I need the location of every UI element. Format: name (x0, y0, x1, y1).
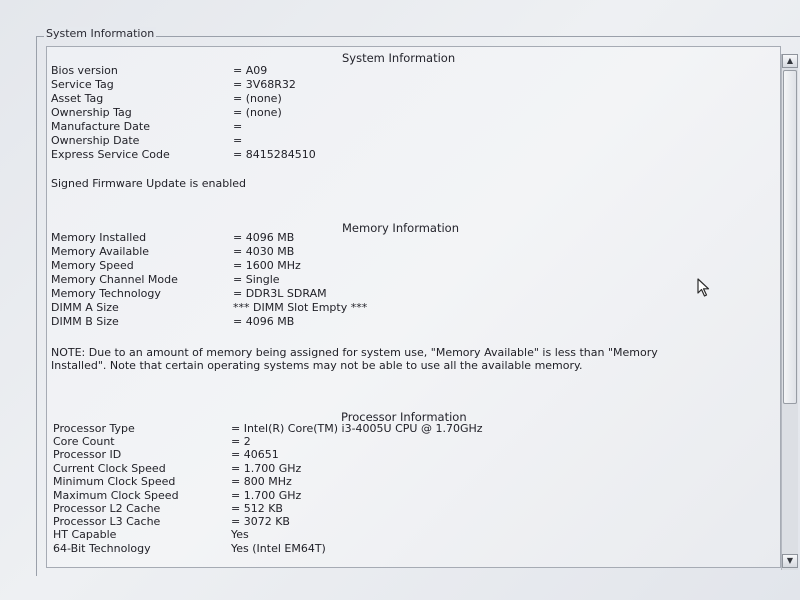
row-label: Memory Available (51, 245, 150, 258)
row-value: = 3V68R32 (233, 78, 296, 91)
row-label: Ownership Date (51, 134, 140, 147)
row-label: Ownership Tag (51, 106, 132, 119)
row-label: Memory Technology (51, 287, 161, 300)
row-label: HT Capable (53, 528, 117, 541)
row-value: = 512 KB (231, 502, 283, 515)
row-label: Maximum Clock Speed (53, 489, 179, 502)
row-label: Core Count (53, 435, 115, 448)
row-value: = A09 (233, 64, 268, 77)
scroll-down-button[interactable] (782, 554, 798, 568)
arrow-up-icon: ▲ (786, 56, 794, 65)
row-label: Processor L2 Cache (53, 502, 161, 515)
row-value: Yes (231, 528, 249, 541)
row-label: DIMM B Size (51, 315, 119, 328)
row-value: = Intel(R) Core(TM) i3-4005U CPU @ 1.70GHz (231, 422, 483, 435)
processor-info-title: Processor Information (341, 410, 467, 424)
row-label: Processor L3 Cache (53, 515, 161, 528)
row-label: Bios version (51, 64, 118, 77)
row-value: = 4096 MB (233, 315, 295, 328)
row-value: = 800 MHz (231, 475, 292, 488)
row-value: = 4096 MB (233, 231, 295, 244)
row-value: = 4030 MB (233, 245, 295, 258)
row-value: = (233, 134, 243, 147)
row-label: Manufacture Date (51, 120, 150, 133)
row-label: 64-Bit Technology (53, 542, 151, 555)
row-label: DIMM A Size (51, 301, 119, 314)
info-panel (46, 46, 781, 568)
row-value: *** DIMM Slot Empty *** (233, 301, 368, 314)
row-value: = DDR3L SDRAM (233, 287, 327, 300)
memory-note: NOTE: Due to an amount of memory being assigned for system use, "Memory Available" is less than "Memory Installed". Note that certain operating systems may not be able to use all the available memory. (51, 346, 658, 372)
scroll-up-button[interactable] (782, 54, 798, 68)
arrow-down-icon: ▼ (786, 556, 794, 565)
row-value: = 1.700 GHz (231, 489, 302, 502)
scroll-thumb[interactable] (783, 70, 797, 404)
system-info-title: System Information (342, 51, 456, 65)
memory-info-title: Memory Information (342, 221, 459, 235)
row-value: = Single (233, 273, 280, 286)
row-value: = 1.700 GHz (231, 462, 302, 475)
vertical-scrollbar[interactable] (781, 54, 798, 570)
row-value: = 8415284510 (233, 148, 316, 161)
row-label: Current Clock Speed (53, 462, 166, 475)
row-label: Asset Tag (51, 92, 104, 105)
row-label: Minimum Clock Speed (53, 475, 176, 488)
row-value: = 2 (231, 435, 251, 448)
row-value: = (none) (233, 92, 282, 105)
row-label: Memory Speed (51, 259, 134, 272)
mouse-cursor-icon (697, 278, 711, 302)
row-label: Memory Channel Mode (51, 273, 178, 286)
row-value: = 3072 KB (231, 515, 290, 528)
row-label: Processor ID (53, 448, 122, 461)
row-value: = 40651 (231, 448, 279, 461)
row-value: Yes (Intel EM64T) (231, 542, 326, 555)
row-value: = 1600 MHz (233, 259, 301, 272)
row-label: Service Tag (51, 78, 114, 91)
row-label: Express Service Code (51, 148, 170, 161)
firmware-update-status: Signed Firmware Update is enabled (51, 177, 247, 190)
row-value: = (none) (233, 106, 282, 119)
row-value: = (233, 120, 243, 133)
group-title: System Information (46, 27, 155, 40)
row-label: Processor Type (53, 422, 135, 435)
row-label: Memory Installed (51, 231, 147, 244)
